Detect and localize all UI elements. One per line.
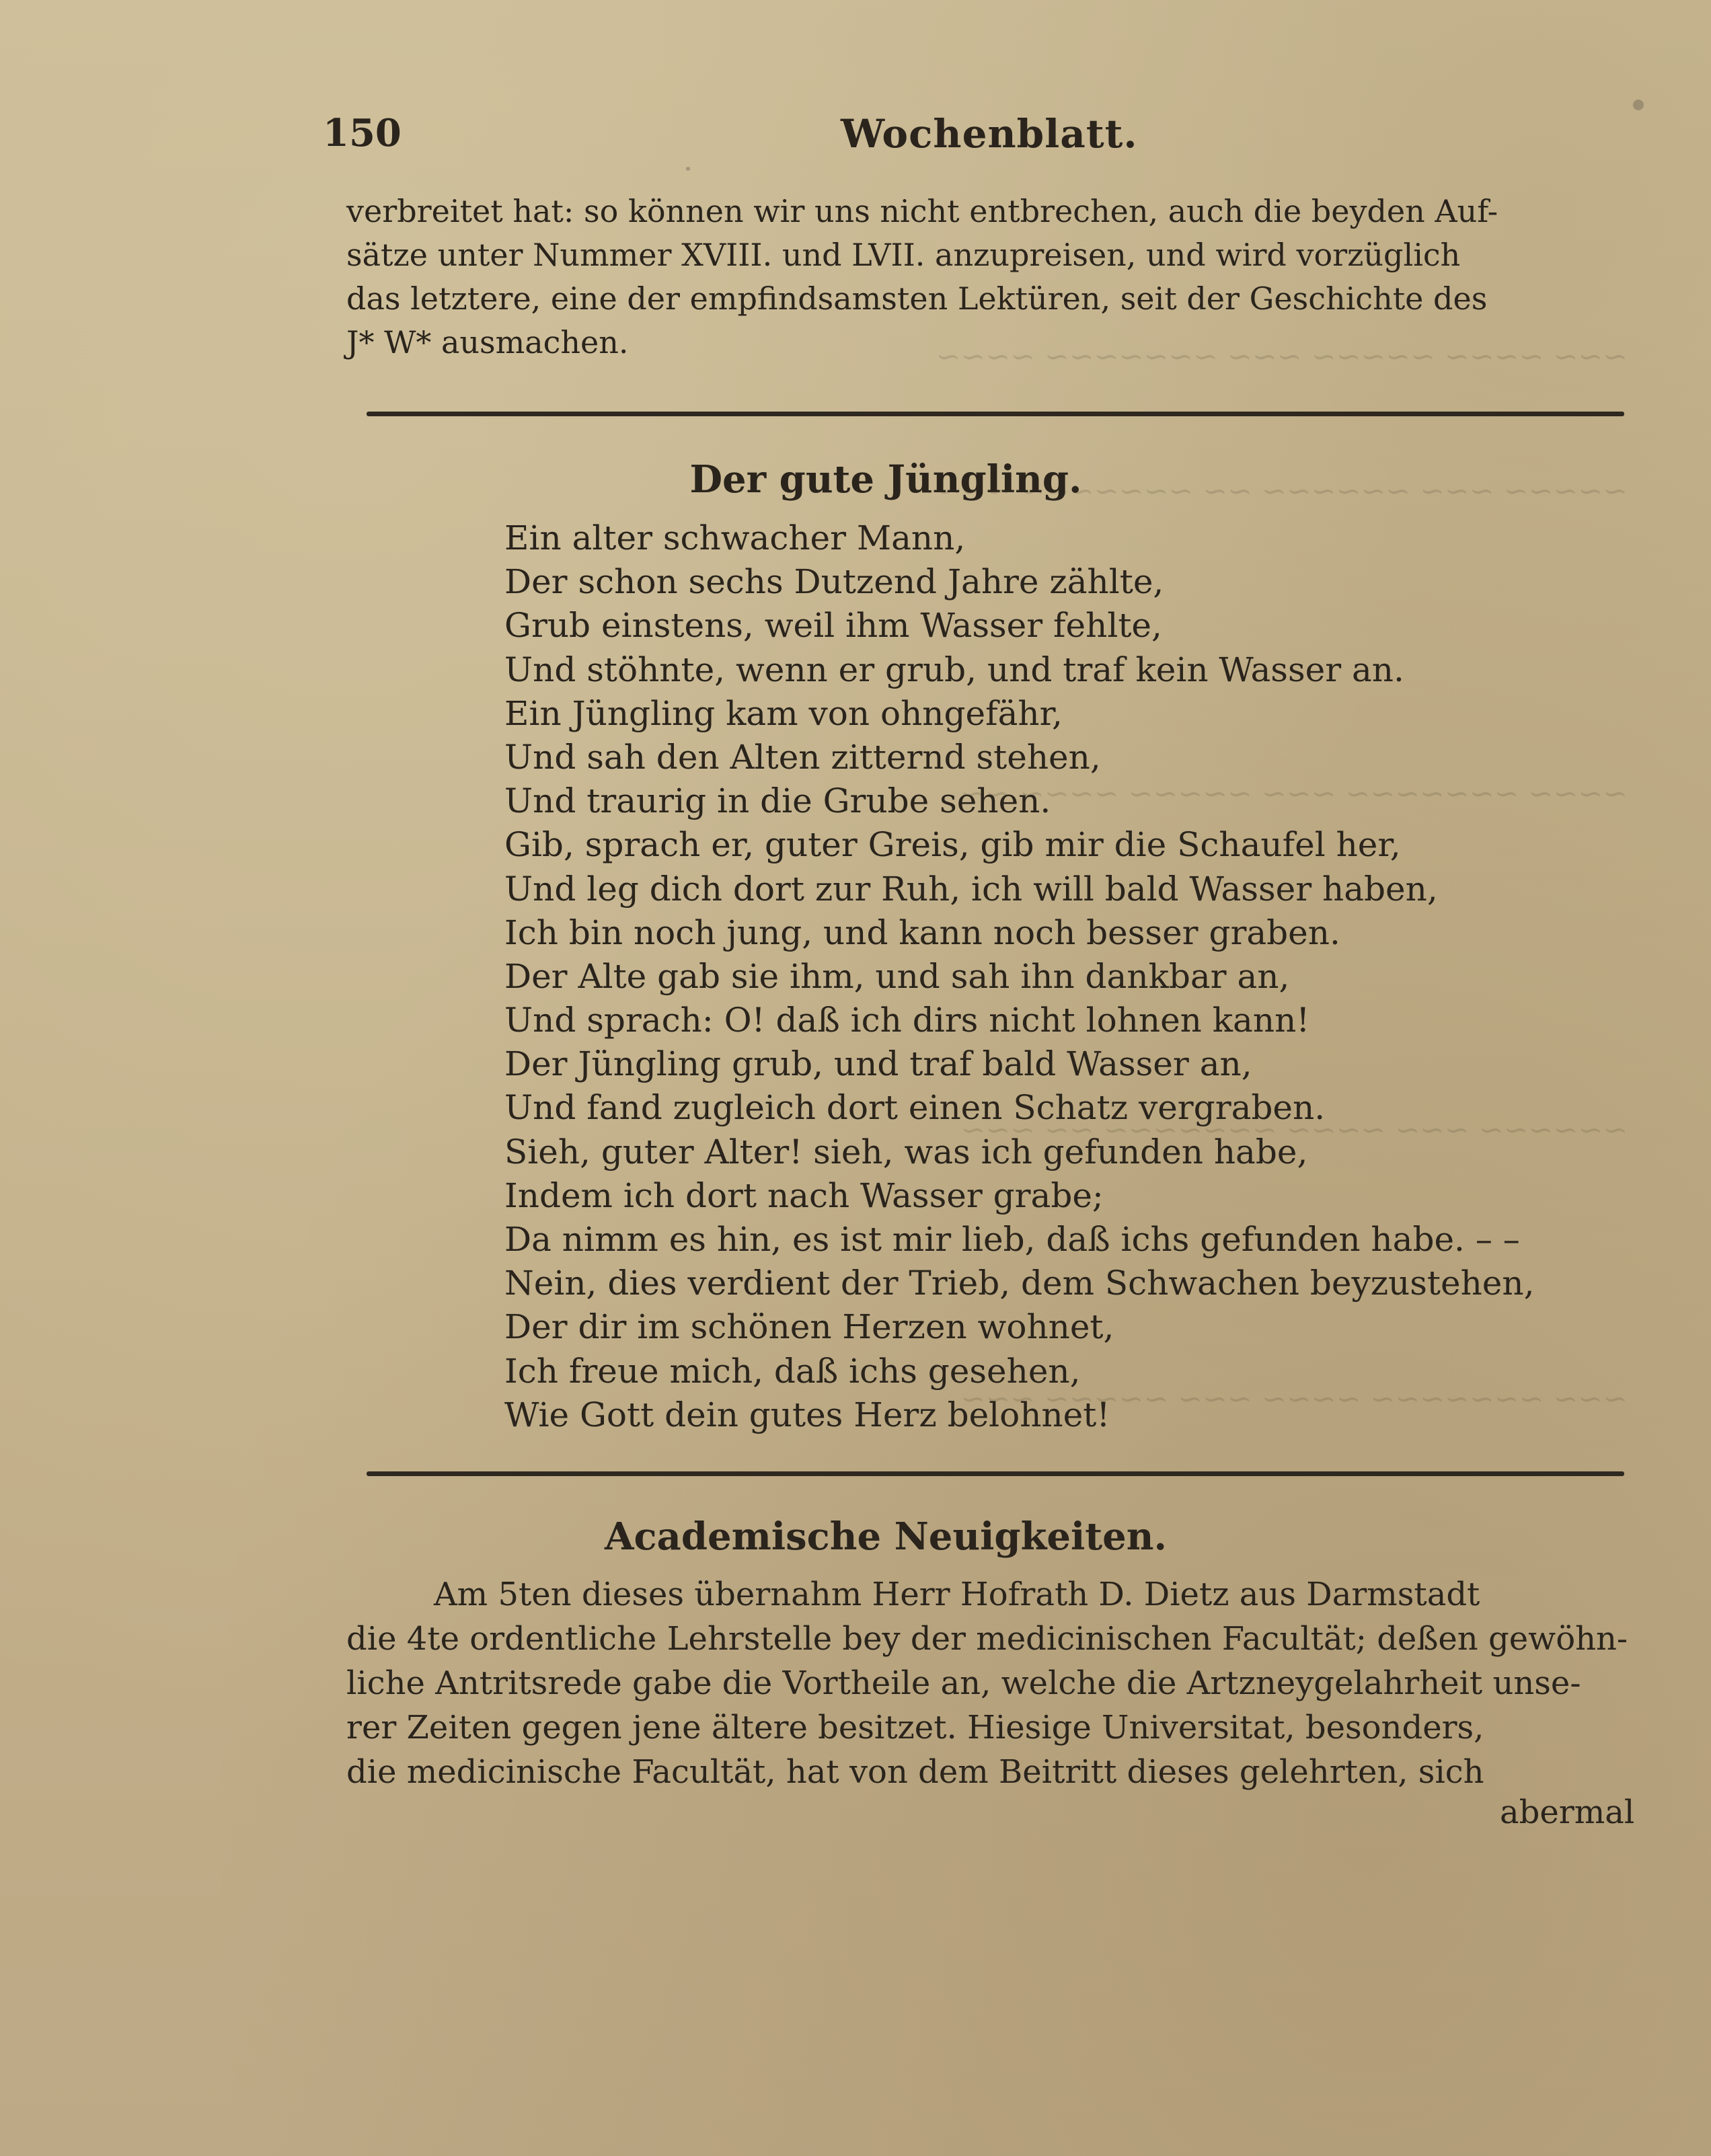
- poem-line: Und fand zugleich dort einen Schatz vergraben.: [504, 1088, 1326, 1128]
- poem-line: Und sah den Alten zitternd stehen,: [504, 737, 1101, 777]
- text-line: die 4te ordentliche Lehrstelle bey der medicinischen Facultät; deßen gewöhn-: [346, 1620, 1628, 1658]
- poem-line: Und traurig in die Grube sehen.: [504, 781, 1051, 821]
- news-title: Academische Neuigkeiten.: [605, 1514, 1167, 1559]
- text-line: das letztere, eine der empfindsamsten Lektüren, seit der Geschichte des: [346, 280, 1488, 317]
- poem-line: Grub einstens, weil ihm Wasser fehlte,: [504, 606, 1162, 646]
- catchword: abermal: [1500, 1794, 1635, 1831]
- text-line: Am 5ten dieses übernahm Herr Hofrath D. Dietz aus Darmstadt: [434, 1576, 1480, 1613]
- poem-line: Der dir im schönen Herzen wohnet,: [504, 1307, 1114, 1347]
- poem-line: Da nimm es hin, es ist mir lieb, daß ichs gefunden habe. – –: [504, 1220, 1520, 1259]
- text-line: verbreitet hat: so können wir uns nicht entbrechen, auch die beyden Auf-: [346, 193, 1498, 229]
- poem-line: Gib, sprach er, guter Greis, gib mir die Schaufel her,: [504, 825, 1401, 865]
- poem-line: Der Jüngling grub, und traf bald Wasser an,: [504, 1044, 1252, 1084]
- show-through-text: ~~~~~ ~~~ ~~~~~~ ~~ ~~~~~~~ ~~~: [936, 474, 1628, 508]
- page-number: 150: [323, 111, 402, 155]
- poem-verses: [504, 516, 1621, 1437]
- poem-line: Und leg dich dort zur Ruh, ich will bald Wasser haben,: [504, 869, 1438, 909]
- section-divider: [367, 1471, 1624, 1476]
- poem-line: Indem ich dort nach Wasser grabe;: [504, 1176, 1104, 1215]
- paper-speck: [1633, 100, 1644, 110]
- paper-speck: [686, 167, 690, 171]
- poem-title: Der gute Jüngling.: [689, 457, 1082, 502]
- text-line: sätze unter Nummer XVIII. und LVII. anzupreisen, und wird vorzüglich: [346, 237, 1461, 273]
- section-divider: [367, 412, 1624, 416]
- poem-line: Ein alter schwacher Mann,: [504, 518, 966, 557]
- show-through-text: ~~~ ~~~~ ~~~~~ ~~~ ~~~~~~~ ~~~~: [936, 340, 1628, 374]
- poem-line: Ich bin noch jung, und kann noch besser graben.: [504, 913, 1340, 952]
- poem-line: Ein Jüngling kam von ohngefähr,: [504, 693, 1063, 733]
- running-title: Wochenblatt.: [841, 111, 1138, 157]
- poem-line: Ich freue mich, daß ichs gesehen,: [504, 1351, 1081, 1391]
- poem-line: Nein, dies verdient der Trieb, dem Schwachen beyzustehen,: [504, 1264, 1535, 1303]
- poem-line: Wie Gott dein gutes Herz belohnet!: [504, 1395, 1110, 1434]
- text-line: liche Antritsrede gabe die Vortheile an, welche die Artzneygelahrheit unse-: [346, 1664, 1581, 1702]
- text-line: die medicinische Facultät, hat von dem Beitritt dieses gelehrten, sich: [346, 1753, 1484, 1791]
- show-through-text: ~~~ ~~~~~~~ ~~~~ ~~~ ~~~~~ ~~~: [960, 1382, 1628, 1416]
- poem-line: Der schon sechs Dutzend Jahre zählte,: [504, 562, 1164, 602]
- show-through-text: ~~~~~~ ~~~ ~~~~ ~~~~~~~ ~~ ~~~: [960, 1113, 1628, 1147]
- page-header: [323, 111, 1137, 158]
- show-through-text: ~~~~ ~~~~~~~ ~~~ ~~~~~ ~~~~ ~~: [960, 777, 1628, 811]
- text-line: rer Zeiten gegen jene ältere besitzet. Hiesige Universitat, besonders,: [346, 1709, 1484, 1746]
- poem-line: Sieh, guter Alter! sieh, was ich gefunden habe,: [504, 1132, 1308, 1171]
- poem-line: Der Alte gab sie ihm, und sah ihn dankbar an,: [504, 956, 1290, 996]
- intro-paragraph: [346, 190, 1634, 364]
- text-line: J* W* ausmachen.: [346, 324, 629, 360]
- poem-line: Und sprach: O! daß ich dirs nicht lohnen kann!: [504, 1001, 1310, 1040]
- poem-line: Und stöhnte, wenn er grub, und traf kein Wasser an.: [504, 650, 1404, 689]
- news-paragraph: [346, 1572, 1638, 1794]
